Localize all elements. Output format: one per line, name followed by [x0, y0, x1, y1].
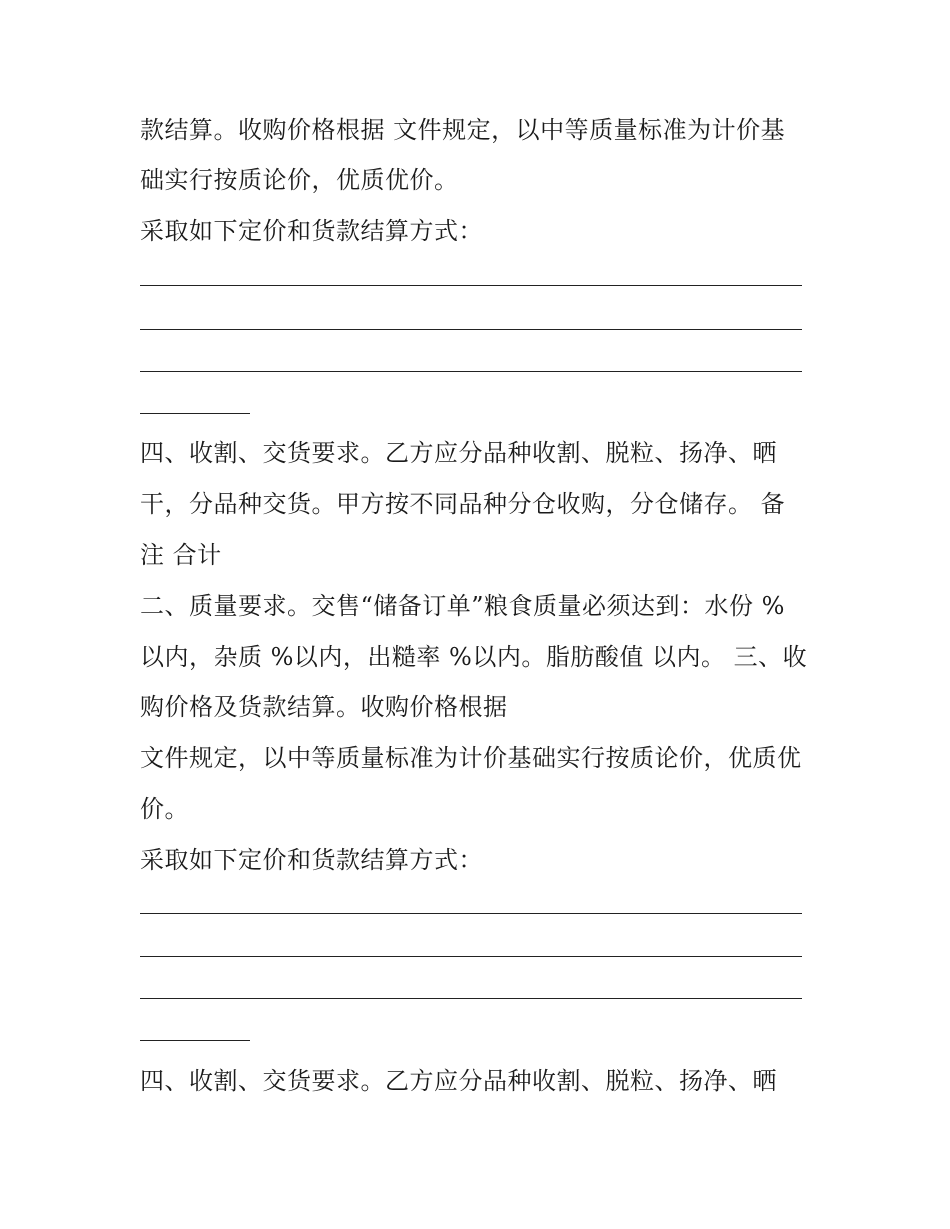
text-line: 文件规定，以中等质量标准为计价基础实行按质论价，优质优: [140, 744, 802, 772]
text-line: 采取如下定价和货款结算方式：: [140, 217, 483, 245]
fill-in-blank-line: [140, 413, 250, 414]
text-line: 二、质量要求。交售“储备订单”粮食质量必须达到：水份 %: [140, 592, 785, 620]
text-line: 础实行按质论价，优质优价。: [140, 166, 459, 194]
text-line: 价。: [140, 795, 189, 823]
text-line: 购价格及货款结算。收购价格根据: [140, 693, 508, 721]
text-line: 注 合计: [140, 541, 222, 569]
text-line: 以内，杂质 %以内，出糙率 %以内。脂肪酸值 以内。 三、收: [140, 643, 808, 671]
text-line: 四、收割、交货要求。乙方应分品种收割、脱粒、扬净、晒: [140, 1067, 777, 1095]
fill-in-blank-line: [140, 371, 802, 372]
fill-in-blank-line: [140, 329, 802, 330]
text-line: 采取如下定价和货款结算方式：: [140, 846, 483, 874]
fill-in-blank-line: [140, 956, 802, 957]
text-line: 四、收割、交货要求。乙方应分品种收割、脱粒、扬净、晒: [140, 439, 777, 467]
fill-in-blank-line: [140, 998, 802, 999]
fill-in-blank-line: [140, 1040, 250, 1041]
text-line: 款结算。收购价格根据 文件规定，以中等质量标准为计价基: [140, 116, 786, 144]
text-line: 干，分品种交货。甲方按不同品种分仓收购，分仓储存。 备: [140, 490, 786, 518]
fill-in-blank-line: [140, 913, 802, 914]
fill-in-blank-line: [140, 285, 802, 286]
